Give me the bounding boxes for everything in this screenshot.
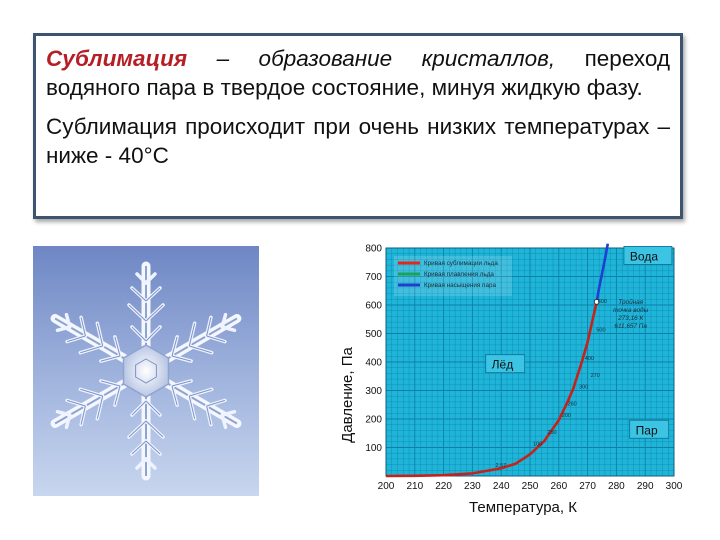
y-axis-label: Давление, Па [339,347,356,443]
point-label: 250 [547,430,557,437]
y-tick-label: 600 [365,300,382,312]
triple-point-label: точка воды [613,306,649,314]
region-label: Пар [635,423,658,438]
term-sublimation: Сублимация [46,46,188,71]
y-tick-label: 400 [365,357,382,369]
region-label: Вода [629,249,659,264]
x-tick-label: 200 [377,481,395,492]
point-label: 260 [567,401,577,408]
y-tick-label: 500 [365,329,382,340]
triple-point-label: 611,657 Па [614,322,647,330]
legend-entry: Кривая насыщения пара [424,282,496,289]
legend-entry: Кривая сублимации льда [424,260,498,267]
x-tick-label: 290 [636,481,654,492]
y-tick-label: 700 [365,272,382,283]
legend-entry: Кривая плавления льда [424,271,494,278]
phase-diagram-chart [330,240,690,525]
y-tick-label: 200 [365,414,382,426]
point-label: 200 [561,413,571,419]
point-label: 600 [597,299,607,305]
point-label: 2,57 [495,462,507,469]
y-tick-label: 100 [365,443,382,454]
point-label: 270 [590,373,600,380]
x-tick-label: 270 [579,481,596,492]
region-label: Лёд [491,357,514,372]
point-label: 100 [533,441,543,448]
triple-point-label: 273,16 К [618,314,644,322]
definition-rest: переход водяного пара в твердое состояние, минуя жидкую фазу. [46,46,670,100]
point-label: 500 [596,327,606,334]
x-tick-label: 250 [521,481,539,492]
definition-italic: – образование кристаллов, [216,46,556,71]
point-label: 300 [579,384,589,391]
x-tick-label: 260 [550,481,568,492]
y-tick-label: 300 [365,386,382,397]
triple-point-label: Тройная [618,298,644,306]
snowflake-photo [33,246,259,496]
x-axis-label: Температура, К [469,499,577,516]
x-tick-label: 280 [608,481,625,492]
point-label: 400 [584,356,595,362]
definition-paragraph [46,44,670,102]
y-tick-label: 800 [365,243,382,255]
x-tick-label: 230 [464,481,481,492]
text-frame [33,33,683,219]
x-tick-label: 220 [435,481,452,492]
x-tick-label: 210 [406,481,424,492]
temperature-paragraph: Сублимация происходит при очень низких температурах – ниже - 40°С [46,114,670,168]
x-tick-label: 300 [665,481,683,492]
x-tick-label: 240 [492,481,510,492]
